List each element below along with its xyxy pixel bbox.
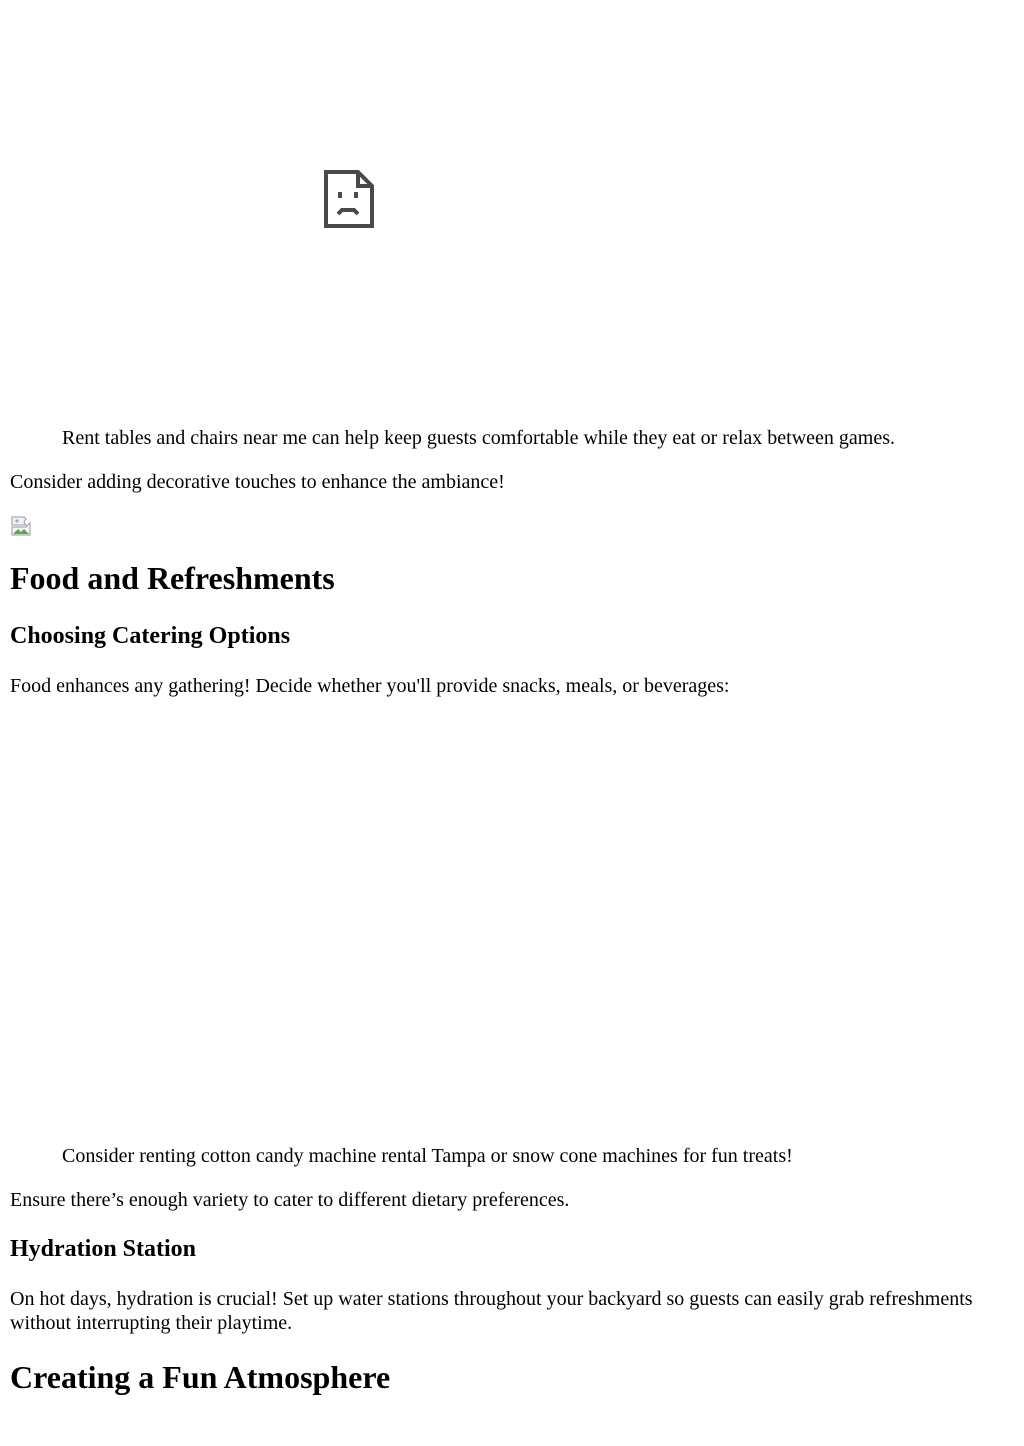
catering-paragraph: Food enhances any gathering! Decide whether you'll provide snacks, meals, or beverages: xyxy=(10,675,730,697)
variety-paragraph: Ensure there’s enough variety to cater to different dietary preferences. xyxy=(10,1189,570,1211)
embedded-frame-broken xyxy=(62,12,632,417)
embedded-frame-blank xyxy=(62,712,632,1137)
decorative-paragraph: Consider adding decorative touches to enhance the ambiance! xyxy=(10,471,505,493)
catering-options-heading: Choosing Catering Options xyxy=(10,623,291,649)
cotton-candy-paragraph: Consider renting cotton candy machine rental Tampa or snow cone machines for fun treats! xyxy=(62,1145,793,1167)
hydration-paragraph: On hot days, hydration is crucial! Set up water stations throughout your backyard so guests can easily grab refreshments without interrupting their playtime. xyxy=(10,1288,973,1334)
fun-atmosphere-heading: Creating a Fun Atmosphere xyxy=(10,1359,391,1395)
rent-tables-paragraph: Rent tables and chairs near me can help keep guests comfortable while they eat or relax between games. xyxy=(62,427,895,449)
hydration-station-heading: Hydration Station xyxy=(10,1236,197,1262)
food-refreshments-heading: Food and Refreshments xyxy=(10,560,335,596)
broken-image-icon xyxy=(11,516,31,536)
sad-page-icon xyxy=(324,170,374,228)
